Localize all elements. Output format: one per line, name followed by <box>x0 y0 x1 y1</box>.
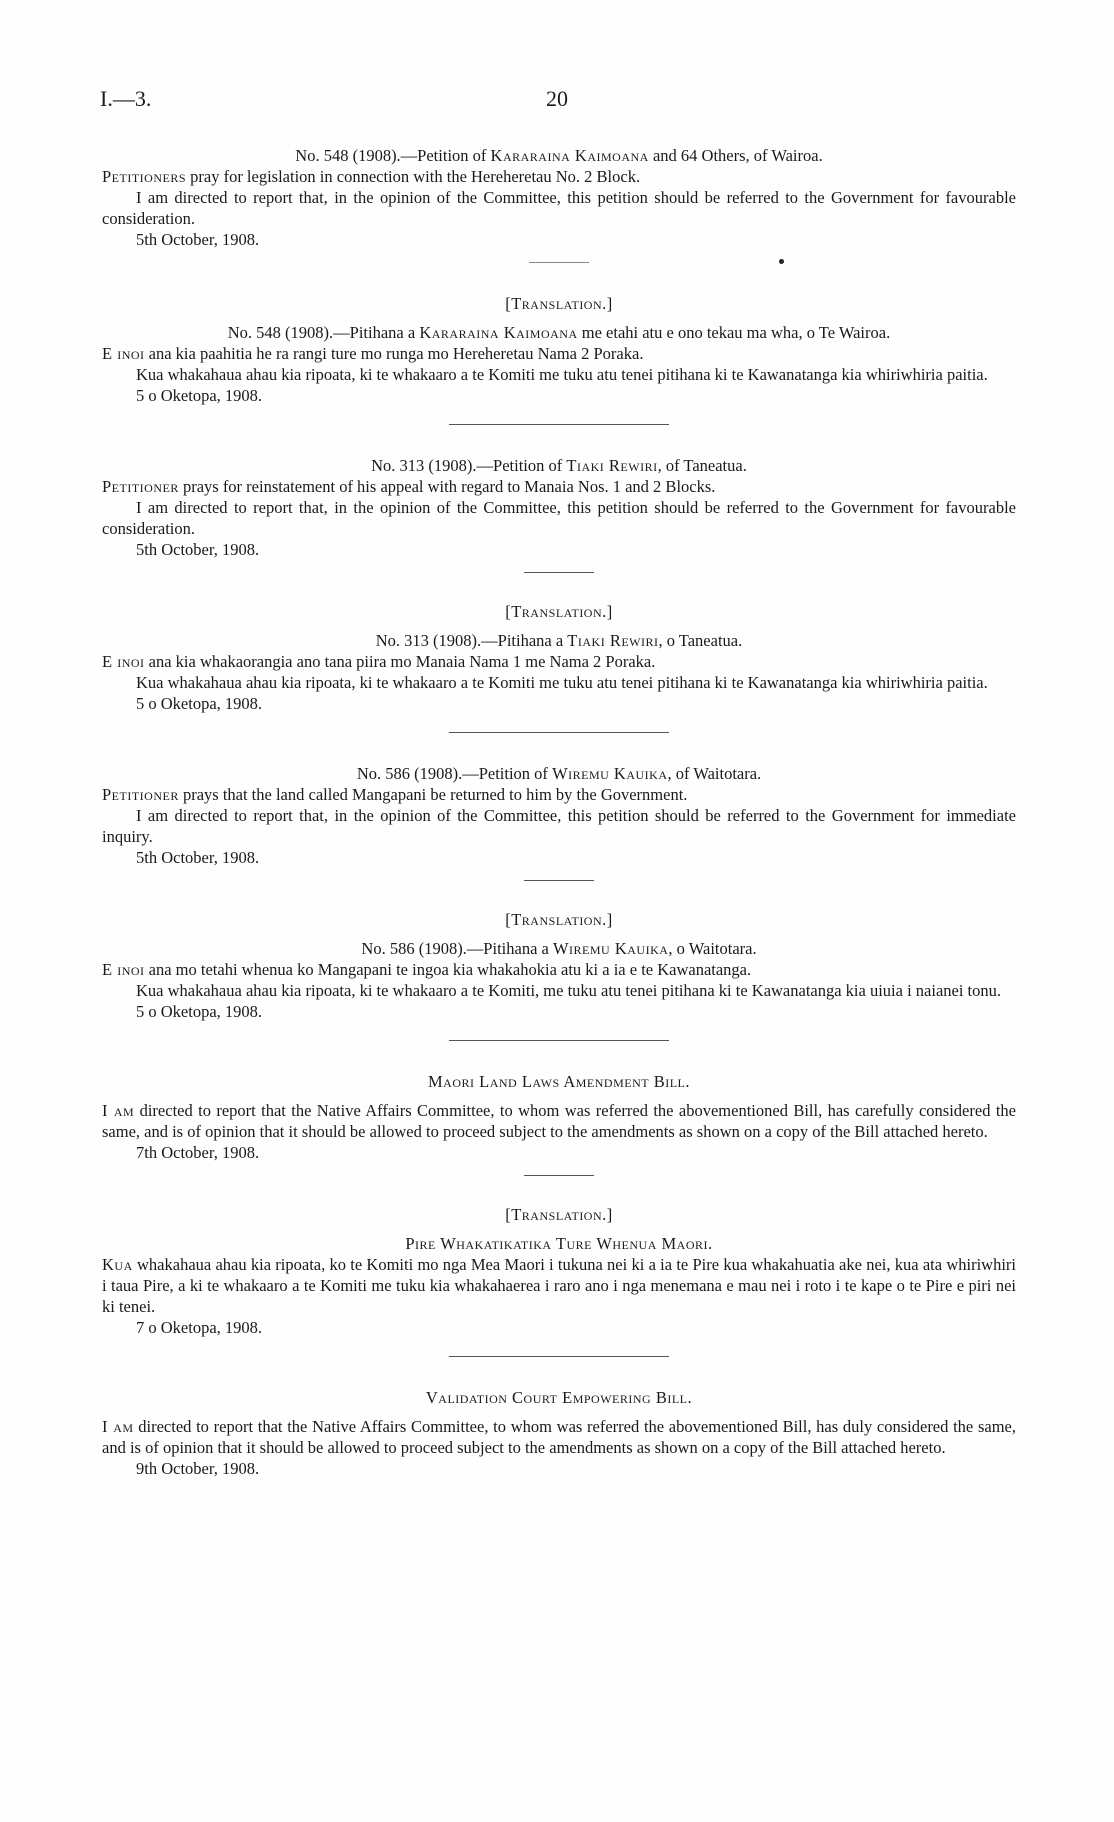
bill-maori-land-laws <box>102 1071 1016 1163</box>
petitioner-name: Tiaki Rewiri <box>566 456 658 475</box>
bill-validation-court <box>102 1387 1016 1479</box>
petition-548 <box>102 145 1016 250</box>
petitioner-name: Wiremu Kauika <box>552 764 668 783</box>
section-divider <box>449 1040 669 1041</box>
petition-prayer: E inoi ana kia paahitia he ra rangi ture mo runga mo Hereheretau Nama 2 Poraka. <box>102 344 644 363</box>
report-date: 5 o Oketopa, 1908. <box>136 386 263 405</box>
petition-prayer: Petitioners pray for legislation in connection with the Hereheretau No. 2 Block. <box>102 167 641 186</box>
report-date: 5th October, 1908. <box>136 230 260 249</box>
section-divider <box>524 572 594 573</box>
translation-heading: [Translation.] <box>505 294 613 313</box>
report-date: 7 o Oketopa, 1908. <box>136 1318 263 1337</box>
committee-report: I am directed to report that, in the opinion of the Committee, this petition should be referred to the Government for favourable consideration. <box>102 188 1016 228</box>
bill-title: Pire Whakatikatika Ture Whenua Maori. <box>405 1234 713 1253</box>
page-number: 20 <box>546 86 568 111</box>
section-divider <box>524 880 594 881</box>
report-date: 5 o Oketopa, 1908. <box>136 694 263 713</box>
translation-586 <box>102 909 1016 1022</box>
bill-title: Maori Land Laws Amendment Bill. <box>428 1072 690 1091</box>
petition-prayer: Petitioner prays that the land called Mangapani be returned to him by the Government. <box>102 785 688 804</box>
petition-586 <box>102 763 1016 868</box>
report-date: 7th October, 1908. <box>136 1143 260 1162</box>
committee-report: I am directed to report that, in the opinion of the Committee, this petition should be referred to the Government for favourable consideration. <box>102 498 1016 538</box>
report-date: 5 o Oketopa, 1908. <box>136 1002 263 1021</box>
page-header <box>100 88 1014 118</box>
petitioner-name: Kararaina Kaimoana <box>490 146 649 165</box>
petition-title: No. 586 (1908).—Pitihana a Wiremu Kauika, o Waitotara. <box>361 939 757 958</box>
petition-title: No. 586 (1908).—Petition of Wiremu Kauika, of Waitotara. <box>356 764 762 783</box>
petition-title: No. 313 (1908).—Petition of Tiaki Rewiri, of Taneatua. <box>371 456 747 475</box>
petitioner-name: Tiaki Rewiri <box>567 631 659 650</box>
committee-report: Kua whakahaua ahau kia ripoata, ki te whakaaro a te Komiti me tuku atu tenei pitihana ki te Kawanatanga kia whiriwhiria paitia. <box>136 673 988 692</box>
committee-report: Kua whakahaua ahau kia ripoata, ko te Komiti mo nga Mea Maori i tukuna nei ki a ia te Pire kua whakahuatia ake nei, kua ata whiriwhiri i taua Pire, a ki te whakaaro a te Komiti me tuku kia whakahaerea i raro ano i nga menemana e mau nei i roto i te kape o te Pire e piri nei ki tenei. <box>102 1255 1016 1316</box>
section-divider <box>529 262 589 263</box>
committee-report: Kua whakahaua ahau kia ripoata, ki te whakaaro a te Komiti me tuku atu tenei pitihana ki te Kawanatanga kia whiriwhiria paitia. <box>136 365 988 384</box>
petition-313 <box>102 455 1016 560</box>
petition-title: No. 313 (1908).—Pitihana a Tiaki Rewiri, o Taneatua. <box>375 631 743 650</box>
petition-prayer: E inoi ana mo tetahi whenua ko Mangapani te ingoa kia whakahokia atu ki a ia e te Kawanatanga. <box>102 960 752 979</box>
petitioner-name: Kararaina Kaimoana <box>419 323 578 342</box>
petition-prayer: E inoi ana kia whakaorangia ano tana piira mo Manaia Nama 1 me Nama 2 Poraka. <box>102 652 656 671</box>
committee-report: I am directed to report that, in the opinion of the Committee, this petition should be referred to the Government for immediate inquiry. <box>102 806 1016 846</box>
committee-report: I am directed to report that the Native Affairs Committee, to whom was referred the abovementioned Bill, has carefully considered the same, and is of opinion that it should be allowed to proceed subject to the amendments as shown on a copy of the Bill attached hereto. <box>102 1101 1016 1141</box>
section-divider <box>449 732 669 733</box>
petition-prayer: Petitioner prays for reinstatement of his appeal with regard to Manaia Nos. 1 and 2 Blocks. <box>102 477 716 496</box>
section-divider <box>524 1175 594 1176</box>
petition-title: No. 548 (1908).—Pitihana a Kararaina Kaimoana me etahi atu e ono tekau ma wha, o Te Wairoa. <box>227 323 891 342</box>
translation-heading: [Translation.] <box>505 1205 613 1224</box>
section-divider <box>449 1356 669 1357</box>
report-date: 5th October, 1908. <box>136 540 260 559</box>
report-date: 5th October, 1908. <box>136 848 260 867</box>
bill-translation <box>102 1204 1016 1338</box>
petitioner-name: Wiremu Kauika <box>552 939 669 958</box>
translation-548 <box>102 293 1016 406</box>
translation-313 <box>102 601 1016 714</box>
committee-report: I am directed to report that the Native Affairs Committee, to whom was referred the abovementioned Bill, has duly considered the same, and is of opinion that it should be allowed to proceed subject to the amendments as shown on a copy of the Bill attached hereto. <box>102 1417 1016 1457</box>
petition-title: No. 548 (1908).—Petition of Kararaina Kaimoana and 64 Others, of Wairoa. <box>295 146 823 165</box>
translation-heading: [Translation.] <box>505 602 613 621</box>
report-date: 9th October, 1908. <box>136 1459 260 1478</box>
document-id: I.—3. <box>100 86 152 111</box>
translation-heading: [Translation.] <box>505 910 613 929</box>
committee-report: Kua whakahaua ahau kia ripoata, ki te whakaaro a te Komiti, me tuku atu tenei pitihana ki te Kawanatanga kia uiuia i naianei tonu. <box>136 981 1002 1000</box>
section-divider <box>449 424 669 425</box>
bill-title: Validation Court Empowering Bill. <box>425 1388 693 1407</box>
document-body <box>102 145 1016 1479</box>
